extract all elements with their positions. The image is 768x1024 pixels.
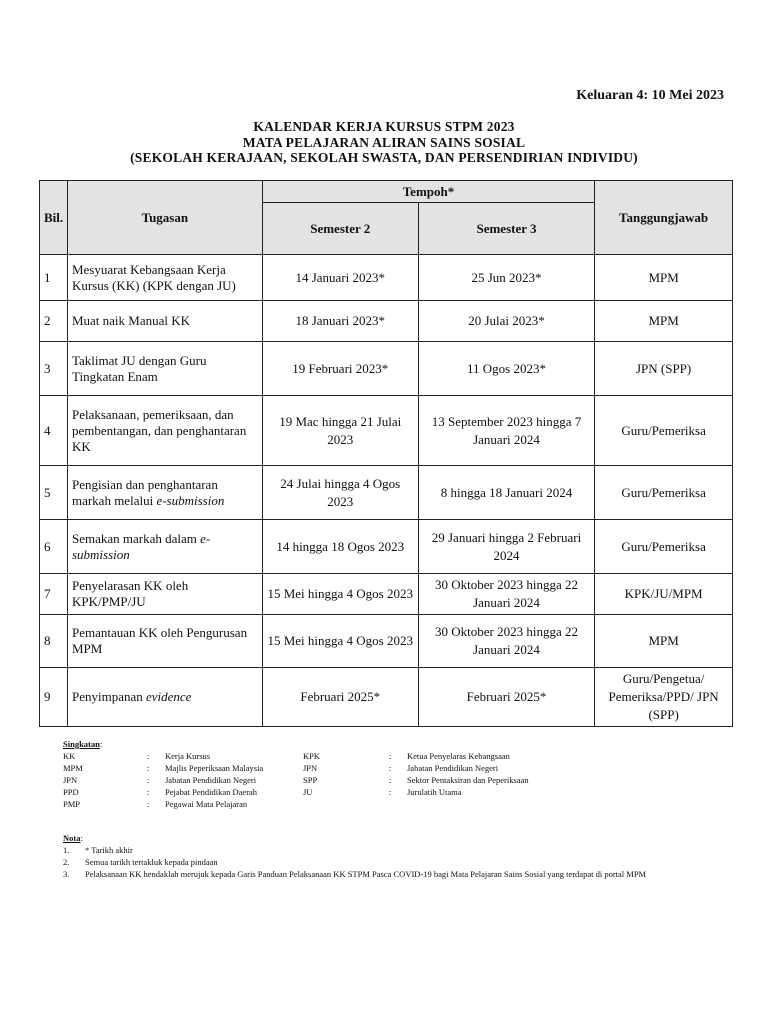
- title-line-3: (SEKOLAH KERAJAAN, SEKOLAH SWASTA, DAN PERSENDIRIAN INDIVIDU): [130, 150, 638, 165]
- semester-3-cell: 11 Ogos 2023*: [418, 342, 594, 396]
- task-text: Semakan markah dalam: [71, 530, 201, 546]
- row-number: 2: [40, 301, 68, 342]
- task-emphasis: e-submission: [156, 492, 225, 508]
- abbr-sep: :: [147, 799, 150, 809]
- semester-2-cell: 19 Februari 2023*: [262, 342, 418, 396]
- responsibility-cell: KPK/JU/MPM: [595, 574, 733, 615]
- semester-2-cell: Februari 2025*: [262, 668, 418, 727]
- responsibility-cell: MPM: [595, 255, 733, 301]
- abbr-code: JU: [303, 787, 313, 797]
- semester-2-cell: 18 Januari 2023*: [262, 301, 418, 342]
- abbr-sep: :: [147, 775, 150, 785]
- title-line-2: MATA PELAJARAN ALIRAN SAINS SOSIAL: [242, 134, 526, 150]
- task-text: Pengisian dan penghantaran markah melalui: [71, 476, 218, 508]
- nota-text: Pelaksanaan KK hendaklah merujuk kepada Garis Panduan Pelaksanaan KK STPM Pasca COVID-19 bagi Mata Pelajaran Sains Sosial yang terdapat di portal MPM: [85, 869, 647, 879]
- semester-3-cell: 25 Jun 2023*: [418, 255, 594, 301]
- abbr-meaning: Jabatan Pendidikan Negeri: [407, 763, 499, 773]
- abbr-meaning: Kerja Kursus: [165, 751, 211, 761]
- responsibility-cell: Guru/Pemeriksa: [595, 466, 733, 520]
- abbr-sep: :: [147, 763, 150, 773]
- task-cell: Muat naik Manual KK: [67, 301, 262, 342]
- abbr-sep: :: [389, 751, 392, 761]
- semester-2-cell: 15 Mei hingga 4 Ogos 2023: [262, 615, 418, 668]
- abbr-meaning: Majlis Peperiksaan Malaysia: [165, 763, 264, 773]
- nota-number: 3.: [63, 869, 70, 879]
- task-cell: Pemantauan KK oleh Pengurusan MPM: [67, 615, 262, 668]
- abbr-sep: :: [389, 787, 392, 797]
- nota-number: 1.: [63, 845, 70, 855]
- semester-3-cell: 30 Oktober 2023 hingga 22 Januari 2024: [418, 574, 594, 615]
- semester-2-cell: 19 Mac hingga 21 Julai 2023: [262, 396, 418, 466]
- row-number: 8: [40, 615, 68, 668]
- abbr-code: PMP: [63, 799, 81, 809]
- abbr-code: KPK: [303, 751, 321, 761]
- document-title: [0, 119, 768, 166]
- responsibility-cell: JPN (SPP): [595, 342, 733, 396]
- schedule-table: [39, 180, 733, 727]
- semester-3-cell: Februari 2025*: [418, 668, 594, 727]
- header-tugasan: Tugasan: [67, 181, 262, 255]
- table-row: [40, 396, 733, 466]
- responsibility-cell: MPM: [595, 301, 733, 342]
- task-cell: [67, 668, 262, 727]
- table-row: [40, 615, 733, 668]
- table-row: [40, 342, 733, 396]
- row-number: 6: [40, 520, 68, 574]
- task-text: Penyimpanan: [71, 689, 146, 704]
- responsibility-cell: Guru/Pemeriksa: [595, 520, 733, 574]
- table-row: [40, 466, 733, 520]
- table-row: [40, 255, 733, 301]
- task-cell: [67, 520, 262, 574]
- task-cell: Taklimat JU dengan Guru Tingkatan Enam: [67, 342, 262, 396]
- abbr-sep: :: [389, 775, 392, 785]
- task-cell: Pelaksanaan, pemeriksaan, dan pembentangan, dan penghantaran KK: [67, 396, 262, 466]
- header-bil: Bil.: [40, 181, 68, 255]
- row-number: 1: [40, 255, 68, 301]
- task-emphasis: e-submission: [71, 530, 211, 562]
- abbreviations-heading: Singkatan: [63, 739, 100, 749]
- task-cell: Penyelarasan KK oleh KPK/PMP/JU: [67, 574, 262, 615]
- row-number: 9: [40, 668, 68, 727]
- notes-section: [63, 738, 725, 880]
- header-tempoh: Tempoh*: [262, 181, 595, 203]
- abbr-code: JPN: [303, 763, 318, 773]
- row-number: 5: [40, 466, 68, 520]
- title-line-1: KALENDAR KERJA KURSUS STPM 2023: [253, 119, 515, 134]
- table-row: [40, 574, 733, 615]
- abbr-meaning: Pegawai Mata Pelajaran: [165, 799, 248, 809]
- abbr-meaning: Jabatan Pendidikan Negeri: [165, 775, 257, 785]
- abbr-sep: :: [389, 763, 392, 773]
- header-semester-2: Semester 2: [262, 203, 418, 255]
- task-cell: Mesyuarat Kebangsaan Kerja Kursus (KK) (KPK dengan JU): [67, 255, 262, 301]
- abbr-meaning: Sektor Pentaksiran dan Peperiksaan: [407, 775, 529, 785]
- abbreviations-title: Singkatan:: [63, 739, 103, 749]
- semester-3-cell: 13 September 2023 hingga 7 Januari 2024: [418, 396, 594, 466]
- abbr-sep: :: [147, 787, 150, 797]
- abbreviations-list: [63, 750, 725, 810]
- abbr-meaning: Ketua Penyelaras Kebangsaan: [407, 751, 510, 761]
- nota-list: [63, 832, 725, 880]
- abbr-code: SPP: [303, 775, 318, 785]
- release-label: Keluaran 4: 10 Mei 2023: [576, 88, 724, 103]
- nota-item: [63, 868, 725, 880]
- semester-2-cell: 15 Mei hingga 4 Ogos 2023: [262, 574, 418, 615]
- semester-3-cell: 20 Julai 2023*: [418, 301, 594, 342]
- abbr-code: KK: [63, 751, 76, 761]
- row-number: 3: [40, 342, 68, 396]
- nota-text: Semua tarikh tertakluk kepada pindaan: [85, 857, 218, 867]
- nota-title: Nota:: [63, 833, 83, 843]
- nota-number: 2.: [63, 857, 70, 867]
- semester-3-cell: 29 Januari hingga 2 Februari 2024: [418, 520, 594, 574]
- semester-3-cell: 8 hingga 18 Januari 2024: [418, 466, 594, 520]
- abbr-code: PPD: [63, 787, 79, 797]
- responsibility-cell: Guru/Pemeriksa: [595, 396, 733, 466]
- header-tanggungjawab: Tanggungjawab: [595, 181, 733, 255]
- task-emphasis: evidence: [145, 689, 192, 704]
- table-row: [40, 668, 733, 727]
- row-number: 4: [40, 396, 68, 466]
- abbr-code: MPM: [63, 763, 83, 773]
- header-semester-3: Semester 3: [418, 203, 594, 255]
- task-cell: [67, 466, 262, 520]
- responsibility-cell: MPM: [595, 615, 733, 668]
- nota-item: [63, 856, 725, 868]
- semester-2-cell: 14 hingga 18 Ogos 2023: [262, 520, 418, 574]
- abbr-meaning: Jurulatih Utama: [407, 787, 462, 797]
- semester-2-cell: 24 Julai hingga 4 Ogos 2023: [262, 466, 418, 520]
- responsibility-cell: Guru/Pengetua/ Pemeriksa/PPD/ JPN (SPP): [595, 668, 733, 727]
- abbr-meaning: Pejabat Pendidikan Daerah: [165, 787, 258, 797]
- abbr-sep: :: [147, 751, 150, 761]
- row-number: 7: [40, 574, 68, 615]
- table-row: [40, 520, 733, 574]
- nota-item: [63, 844, 725, 856]
- abbr-code: JPN: [63, 775, 78, 785]
- table-row: [40, 301, 733, 342]
- semester-3-cell: 30 Oktober 2023 hingga 22 Januari 2024: [418, 615, 594, 668]
- nota-text: * Tarikh akhir: [85, 845, 133, 855]
- nota-heading: Nota: [63, 833, 81, 843]
- semester-2-cell: 14 Januari 2023*: [262, 255, 418, 301]
